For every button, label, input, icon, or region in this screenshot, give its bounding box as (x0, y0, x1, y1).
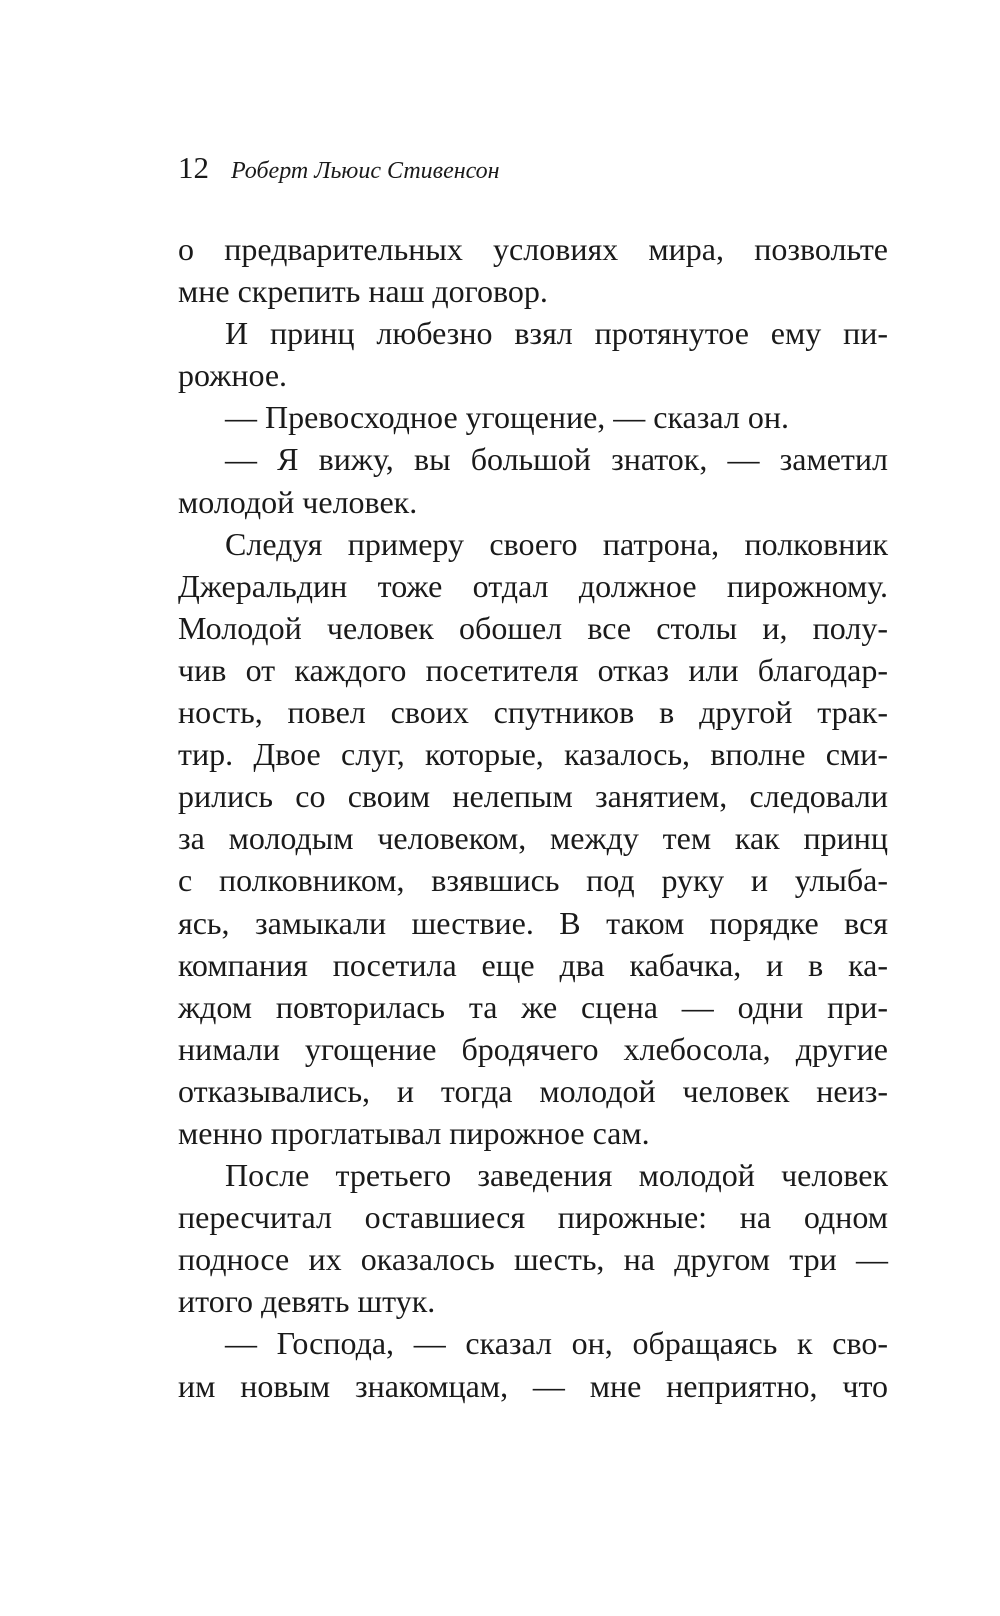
text-line: о предварительных условиях мира, позвольте (178, 231, 888, 267)
text-line: После третьего заведения молодой человек (225, 1157, 888, 1194)
text-line: менно проглатывал пирожное сам. (178, 1114, 650, 1151)
text-line: Молодой человек обошел все столы и, полу- (178, 609, 888, 646)
text-line: ждом повторилась та же сцена — одни при- (178, 988, 888, 1025)
running-head (178, 150, 500, 190)
text-line: им новым знакомцам, — мне неприятно, что (178, 1367, 888, 1404)
text-line: ность, повел своих спутников в другой трак- (178, 694, 888, 731)
text-line: нимали угощение бродячего хлебосола, другие (178, 1030, 888, 1067)
text-line: за молодым человеком, между тем как принц (178, 820, 888, 857)
text-line: Следуя примеру своего патрона, полковник (225, 525, 888, 562)
text-line: — Превосходное угощение, — сказал он. (225, 399, 789, 436)
text-line: молодой человек. (178, 483, 418, 520)
text-line: ясь, замыкали шествие. В таком порядке вся (178, 904, 888, 941)
running-head-author: Роберт Льюис Стивенсон (231, 158, 500, 184)
text-line: — Господа, — сказал он, обращаясь к сво- (225, 1325, 888, 1362)
text-line: с полковником, взявшись под руку и улыба- (178, 862, 888, 899)
text-line: тир. Двое слуг, которые, казалось, вполне сми- (178, 736, 888, 773)
text-line: И принц любезно взял протянутое ему пи- (225, 315, 888, 352)
text-line: пересчитал оставшиеся пирожные: на одном (178, 1199, 888, 1236)
text-line: рились со своим нелепым занятием, следовали (178, 778, 888, 815)
text-line: отказывались, и тогда молодой человек неиз- (178, 1072, 888, 1109)
text-line: итого девять штук. (178, 1283, 436, 1320)
text-line: чив от каждого посетителя отказ или благодар- (178, 651, 888, 688)
text-line: рожное. (178, 357, 288, 394)
text-line: компания посетила еще два кабачка, и в ка- (178, 946, 888, 983)
text-line: Джеральдин тоже отдал должное пирожному. (178, 567, 888, 604)
body-text (178, 228, 888, 1407)
text-line: подносе их оказалось шесть, на другом три — (178, 1241, 888, 1278)
text-line: — Я вижу, вы большой знаток, — заметил (225, 441, 888, 478)
page-number: 12 (178, 150, 209, 185)
text-line: мне скрепить наш договор. (178, 273, 548, 310)
